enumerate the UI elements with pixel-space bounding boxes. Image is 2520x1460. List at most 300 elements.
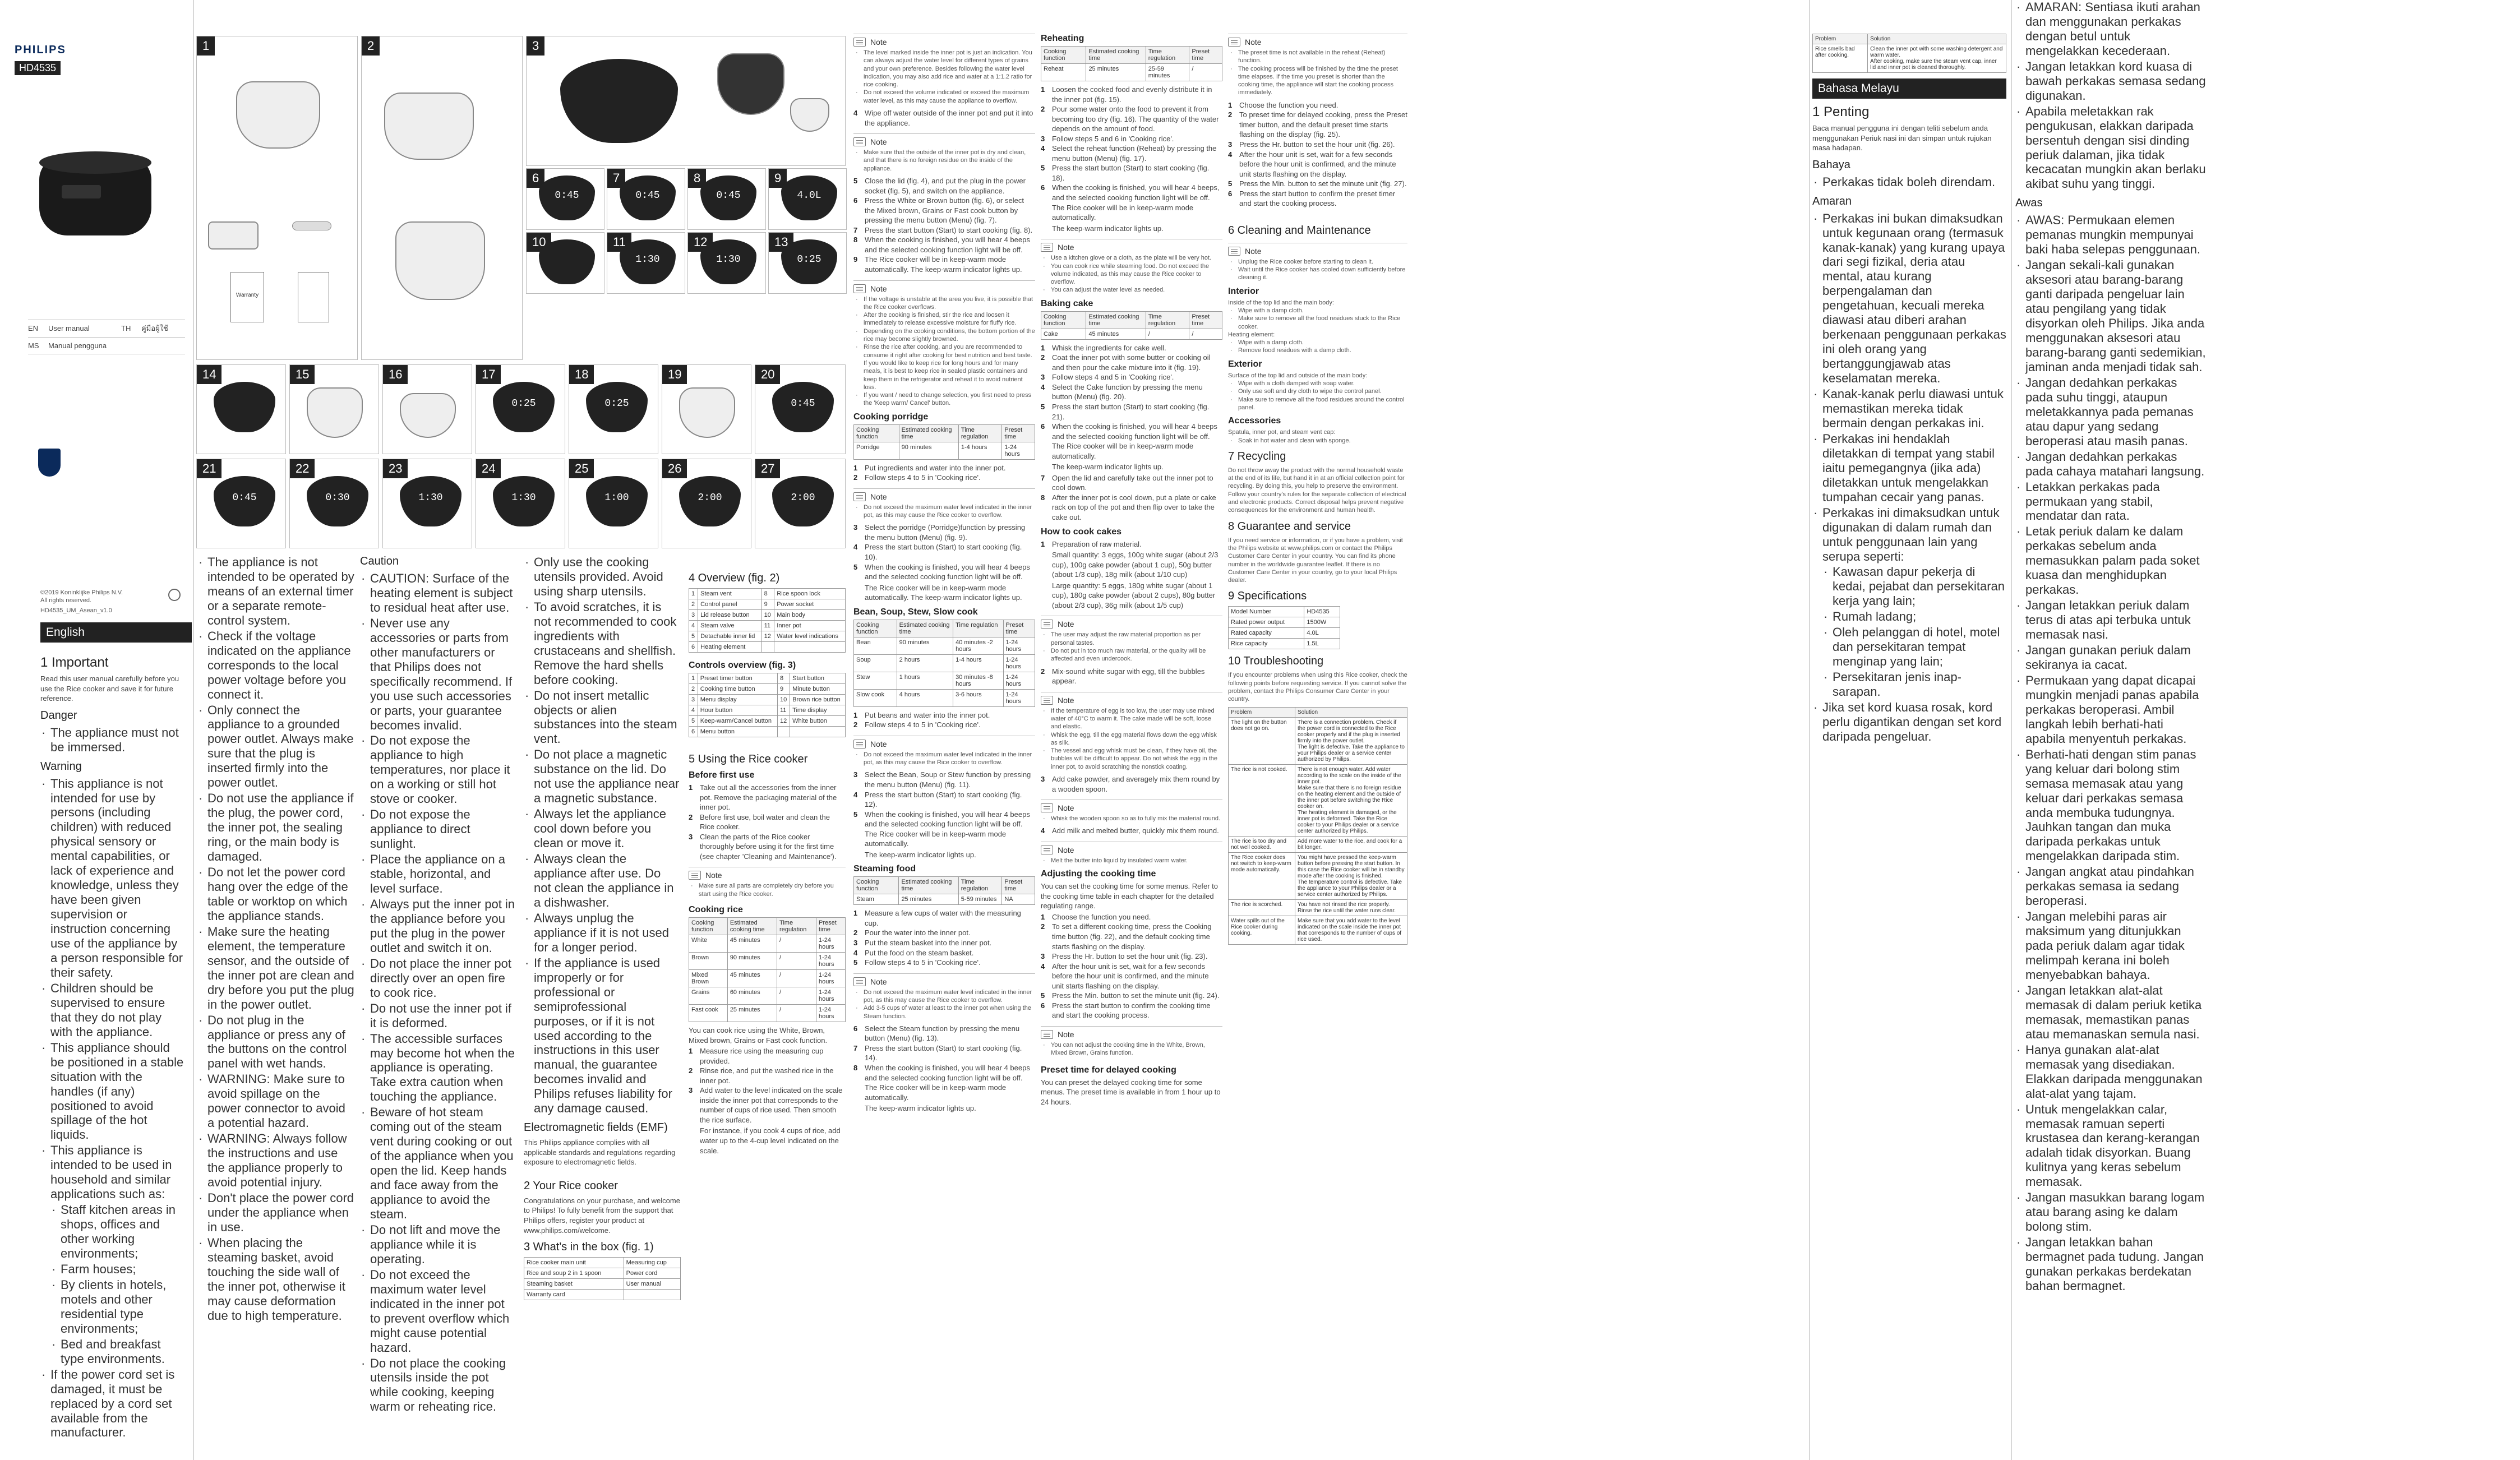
list-item: · Wait until the Rice cooker has cooled down sufficiently before cleaning it. [1228, 266, 1407, 282]
caution-item: · Do not lift and move the appliance while it is operating. [360, 1223, 517, 1267]
english-bar: English [40, 622, 192, 643]
text: 2 [1041, 353, 1045, 362]
text [853, 176, 1035, 196]
text: Pour the water into the inner pot. [865, 928, 971, 937]
table-cell: / [777, 969, 816, 987]
guarantee-heading: 8 Guarantee and service [1228, 520, 1351, 533]
precaution-item: · If the appliance is used improperly or for professional or semiprofessional purposes, or if it is not used according to the instructions in this user manual, the guarantee becomes invalid and Philips refuses liability for any damage caused. [524, 956, 681, 1116]
text: Note [1041, 845, 1222, 854]
figure-16 [382, 364, 472, 454]
table-cell [761, 642, 774, 653]
text: Select the reheat function (Reheat) by pressing the menu button (Menu) (fig. 17). [1052, 144, 1217, 163]
text [853, 988, 1035, 1020]
product-image [39, 135, 151, 247]
text: 5 [853, 958, 858, 967]
table-row [689, 631, 846, 642]
text [853, 503, 1035, 520]
table-cell: 1-24 hours [1002, 442, 1035, 459]
table-row [854, 894, 1035, 905]
text [1041, 631, 1222, 663]
text [1041, 667, 1222, 686]
text [853, 523, 1035, 602]
text: Surface of the top lid and outside of the main body: [1228, 372, 1368, 379]
text [1041, 539, 1222, 611]
figure-5 [607, 168, 685, 230]
text: 3 [853, 939, 858, 947]
list-item: · Letakkan perkakas pada permukaan yang stabil, mendatar dan rata. [2015, 480, 2206, 524]
exterior-heading: Exterior [1228, 359, 1262, 369]
text: 6 [853, 196, 858, 205]
text [1041, 402, 1222, 422]
text: Put ingredients and water into the inner pot. [865, 463, 1006, 472]
text: 4 [1041, 144, 1045, 153]
text: Add cake powder, and averagely mix them round by a wooden spoon. [1052, 775, 1220, 793]
text: 6 [853, 1024, 858, 1033]
text [524, 1258, 681, 1300]
text [1041, 774, 1222, 794]
text: 2 [1228, 110, 1233, 119]
text [620, 239, 676, 284]
list-item: · Soak in hot water and clean with sponge. [1228, 437, 1407, 445]
warning-item: · Do not plug in the appliance or press any of the buttons on the control panel with wet hands. [197, 1013, 354, 1071]
caution-item: · CAUTION: Surface of the heating element is subject to residual heat after use. [360, 571, 517, 615]
table-row [689, 599, 846, 610]
text: 6 [527, 169, 544, 188]
text [1813, 34, 2006, 73]
text [700, 239, 756, 284]
table-row [854, 424, 1035, 442]
text: 4 [853, 948, 858, 957]
table-cell: Start button [790, 673, 846, 684]
lcd-readout: 0:25 [511, 398, 536, 409]
table-cell: The rice is too dry and not well cooked. [1229, 836, 1295, 852]
table-cell: Rice spoon lock [774, 589, 846, 599]
specifications-table [1228, 606, 1340, 649]
text: 1 [689, 1047, 693, 1056]
text: Note [1228, 247, 1407, 256]
table-cell: Cooking function [1041, 311, 1086, 329]
table-cell: Cooking function [854, 620, 897, 637]
text [781, 175, 837, 220]
language-list [28, 320, 185, 354]
text: Small quantity: 3 eggs, 100g white sugar (about 2/3 cup), 100g cake powder (about 1 cup), 50g butter (about 1/3 cup), 18g milk (about 1/10 cup) [1052, 551, 1219, 579]
text: Note [1041, 243, 1222, 252]
lcd-readout: 1:30 [511, 492, 536, 503]
text [853, 938, 1035, 948]
warnings-continued-column [197, 555, 354, 1458]
text [853, 149, 1035, 173]
text [1041, 881, 1222, 1020]
text: 4 [853, 543, 858, 552]
table-cell: Bean [854, 637, 897, 654]
text [1041, 667, 1222, 686]
text [853, 1024, 1035, 1043]
text: 13 [769, 233, 793, 252]
note-icon [853, 977, 866, 986]
text [853, 542, 1035, 562]
list-item: · Berhati-hati dengan stim panas yang keluar dari bolong stim semasa memasak atau yang keluar dari perkakas semasa anda membuka tudungnya. Jauhkan tangan dan muka daripada perkakas untuk mengelakkan daripada stim. [2015, 747, 2206, 864]
list-item: · Wipe with a damp cloth. [1228, 339, 1407, 346]
text: The Rice cooker will be in keep-warm mode automatically. The keep-warm indicator lights up. [865, 255, 1022, 274]
your-cooker-heading: 2 Your Rice cooker [524, 1179, 618, 1192]
table-cell: 45 minutes [727, 935, 777, 952]
table-row [1229, 836, 1407, 852]
text: Note [1041, 620, 1222, 629]
list-item: · If the voltage is unstable at the area you live, it is possible that the Rice cooker overflows. [853, 295, 1035, 312]
text [1041, 922, 1222, 951]
list-item: · After the cooking is finished, stir the rice and loosen it immediately to release excessive moisture for fluffy rice. [853, 311, 1035, 327]
text: After the inner pot is cool down, put a plate or cake rack on top of the pot and then flip over to take the cake out. [1052, 493, 1216, 521]
lcd-readout: 2:00 [791, 492, 815, 503]
text [853, 928, 1035, 938]
table-cell: Time display [790, 705, 846, 716]
text [853, 908, 1035, 967]
text [40, 726, 186, 755]
table-cell: Rated power output [1229, 617, 1304, 628]
table-cell: Estimated cooking time [897, 620, 953, 637]
table-cell: 2 [689, 599, 698, 610]
list-item: · Hanya gunakan alat-alat memasak yang disediakan. Elakkan daripada menggunakan alat-alat yang tajam. [2015, 1043, 2206, 1101]
note-icon [853, 740, 866, 749]
table-cell: 1-24 hours [816, 987, 846, 1004]
text [1041, 85, 1222, 104]
precaution-item: · Always let the appliance cool down before you clean or move it. [524, 807, 681, 851]
text: 8 [1041, 493, 1045, 502]
text: Pour some water onto the food to prevent it from becoming too dry (fig. 16). The quantity of the water depends on the amount of food. [1052, 105, 1219, 133]
text [616, 86, 622, 97]
text [1041, 707, 1222, 771]
note-icon [1041, 845, 1053, 854]
text: 3 [689, 1086, 693, 1095]
text: When the cooking is finished, you will hear 4 beeps and the selected cooking function light will be off. [865, 562, 1030, 581]
text: To preset time for delayed cooking, press the Preset timer button, and the default preset time starts flashing on the display (fig. 25). [1239, 110, 1407, 139]
warranty-card: Warranty [230, 272, 264, 322]
table-row [1229, 607, 1340, 617]
table-cell: You might have pressed the keep-warm button before pressing the start button. In this case the Rice cooker will be in standby mode after the cooking is finished. The temperature control is defective. Take the appliance to your Philips dealer or a service center authorized by Philips. [1295, 852, 1407, 899]
text: 27 [755, 459, 780, 478]
table-cell: 1.5L [1304, 639, 1340, 649]
text [853, 1024, 1035, 1114]
text: 1 [853, 463, 858, 472]
bean-soup-table [853, 620, 1035, 707]
text: Large quantity: 5 eggs, 180g white sugar (about 1 cup), 180g cake powder (about 2 cups), 80g butter (about 2/3 cup), 36g milk (about 1/5 cup) [1052, 581, 1216, 609]
text: 8 [688, 169, 706, 188]
table-cell: / [777, 935, 816, 952]
text [1041, 163, 1222, 183]
text [1041, 912, 1222, 922]
text [524, 555, 681, 1116]
table-row [1041, 47, 1222, 64]
amaran-heading: Amaran [1812, 195, 1852, 207]
table-cell: 3 [689, 695, 698, 705]
figure-6 [687, 168, 766, 230]
warning-item: · This appliance should be positioned in a stable situation with the handles (if any) positioned to avoid spillage of the hot liquids. [40, 1041, 186, 1143]
text [689, 1025, 846, 1156]
table-cell: / [777, 1004, 816, 1022]
text: Measure a few cups of water with the measuring cup. [865, 909, 1021, 927]
text [853, 235, 1035, 255]
table-row [689, 987, 846, 1004]
table-cell: 90 minutes [727, 952, 777, 969]
problem-table [1812, 34, 2006, 73]
amaran-item: · Perkakas ini hendaklah diletakkan di tempat yang stabil iaitu pemegangnya (jika ada) diletakkan untuk mengelakkan tumpahan cecair yang panas. [1812, 432, 2006, 505]
table-cell: Model Number [1229, 607, 1304, 617]
text: 2 [853, 928, 858, 937]
text [1812, 211, 2006, 744]
table-cell [774, 642, 846, 653]
text: The keep-warm indicator lights up. [865, 850, 976, 859]
text [853, 770, 1035, 789]
figure-21 [196, 459, 286, 548]
text: Press the start button (Start) to start cooking (fig. 10). [865, 543, 1022, 562]
table-cell: Slow cook [854, 689, 897, 706]
warning-item: · This appliance is not intended for use by persons (including children) with reduced physical sensory or mental capabilities, or lack of experience and knowledge, unless they have been given supervision or instruction concerning use of the appliance by a person responsible for their safety. [40, 777, 186, 980]
figure-14 [196, 364, 286, 454]
text: Follow steps 4 to 5 in 'Cooking rice'. [865, 958, 981, 967]
figure-27 [755, 459, 846, 548]
lcd-readout: 0:45 [791, 398, 815, 409]
table-cell: Time regulation [958, 424, 1002, 442]
table-cell: 1-24 hours [816, 952, 846, 969]
figure-number: 1 [197, 36, 215, 56]
table-row [854, 689, 1035, 706]
table-cell: 40 minutes -2 hours [953, 637, 1003, 654]
table-cell: Rice and soup 2 in 1 spoon [524, 1268, 624, 1279]
text: 3 [1041, 775, 1045, 784]
text [853, 176, 1035, 274]
text: Follow steps 4 to 5 in 'Cooking rice'. [865, 720, 981, 729]
figure-11 [607, 232, 685, 294]
bahaya-heading: Bahaya [1812, 158, 1850, 171]
text: 4 [1041, 382, 1045, 391]
lcd-readout: 0:45 [716, 190, 741, 201]
overview-table [689, 588, 846, 653]
table-cell: 10 [761, 610, 774, 621]
text: 1 [1041, 85, 1045, 94]
text [853, 225, 1035, 235]
text: 5 [853, 177, 858, 186]
text [400, 393, 456, 438]
table-cell: 1-24 hours [816, 935, 846, 952]
text: 4 [853, 790, 858, 799]
lang-label: คู่มือผู้ใช้ [141, 324, 168, 332]
text: Whisk the ingredients for cake well. [1052, 343, 1166, 352]
text: 5 [1228, 179, 1233, 188]
text: Note [1041, 803, 1222, 812]
table-row [1229, 707, 1407, 717]
table-cell: Solution [1868, 34, 2006, 44]
text: 2 [689, 1066, 693, 1075]
precautions-column [524, 555, 681, 1458]
table-cell: There is a connection problem. Check if the power cord is connected to the Rice cooker properly and if the plug is inserted firmly into the power outlet. The light is defective. Take the appliance to your Philips dealer or a service center authorized by Philips. [1295, 717, 1407, 764]
lcd-readout: 1:30 [635, 253, 660, 265]
table-cell: 1 hours [897, 672, 953, 689]
table-cell: Time regulation [953, 620, 1003, 637]
text [1041, 183, 1222, 222]
text [853, 523, 1035, 542]
table-cell: 9 [761, 599, 774, 610]
cooker-illustration [384, 93, 474, 160]
text: 2 [1041, 922, 1045, 931]
table-row [689, 917, 846, 935]
table-cell: 6 [689, 727, 698, 737]
text [689, 1066, 846, 1085]
table-cell: 25 minutes [1086, 64, 1146, 81]
table-row [689, 969, 846, 987]
list-item: · Jangan dedahkan perkakas pada suhu tinggi, ataupun meletakkannya pada pemanas atau dapur yang sedang beroperasi atau masih panas. [2015, 376, 2206, 449]
table-cell: Rated capacity [1229, 628, 1304, 639]
instructions-column-1 [853, 0, 1035, 1460]
text: Press the start button to confirm the preset timer and start the cooking process. [1239, 189, 1396, 208]
text: Note [853, 977, 1035, 986]
text: 18 [569, 365, 594, 384]
text: Select the Bean, Soup or Stew function by pressing the menu button (Menu) (fig. 11). [865, 770, 1031, 789]
text [689, 673, 846, 737]
figure-1 [196, 36, 358, 360]
figure-number: 3 [527, 36, 544, 56]
list-item: · You can cook rice while steaming food. Do not exceed the volume indicated, as this may cause the Rice cooker to overflow. [1041, 262, 1222, 287]
table-cell: Steam vent [698, 589, 761, 599]
caution-item: · The accessible surfaces may become hot when the appliance is operating. Take extra caution when touching the appliance. [360, 1032, 517, 1105]
table-cell [624, 1290, 680, 1300]
text [1228, 189, 1407, 209]
text [1228, 339, 1407, 355]
text [1228, 372, 1407, 412]
controls-heading: Controls overview (fig. 3) [689, 660, 796, 670]
text [40, 777, 186, 1440]
list-item: · Jangan angkat atau pindahkan perkakas semasa ia sedang beroperasi. [2015, 865, 2206, 908]
text: 4 [1041, 962, 1045, 971]
table-cell: 60 minutes [727, 987, 777, 1004]
table-cell: / [1146, 329, 1189, 339]
text [1041, 311, 1222, 339]
text: Choose the function you need. [1239, 100, 1339, 109]
note-icon [689, 871, 701, 880]
text: 6 [1041, 422, 1045, 431]
text: Preparation of raw material. [1052, 539, 1142, 548]
amaran-item: · AMARAN: Sentiasa ikuti arahan dan menggunakan perkakas dengan betul untuk mengelakkan kecederaan. [2015, 0, 2206, 58]
text: Press the White or Brown button (fig. 6), or select the Mixed brown, Grains or Fast cook button by pressing the menu button (Menu) (fig. 7). [865, 196, 1024, 225]
text [1041, 473, 1222, 493]
text: 23 [383, 459, 408, 478]
text [853, 108, 1035, 128]
table-row [689, 935, 846, 952]
text: 19 [662, 365, 687, 384]
text [1041, 372, 1222, 382]
text [853, 720, 1035, 730]
table-row [1229, 916, 1407, 944]
warning-item: · Do not use the appliance if the plug, the power cord, the inner pot, the sealing ring, or the main body is damaged. [197, 791, 354, 864]
table-cell: Brown [689, 952, 728, 969]
control-panel-illustration [560, 59, 678, 143]
table-cell: 30 minutes -8 hours [953, 672, 1003, 689]
list-item: · Whisk the egg, till the egg material flows down the egg whisk as silk. [1041, 731, 1222, 747]
list-item: · Jangan letakkan alat-alat memasak di dalam periuk ketika memasak, memastikan panas atau memanaskan semula nasi. [2015, 983, 2206, 1042]
text [853, 473, 1035, 483]
text: Select the porridge (Porridge)function by pressing the menu button (Menu) (fig. 9). [865, 523, 1026, 542]
warning-item: · Farm houses; [50, 1262, 186, 1277]
text: The Rice cooker will be in keep-warm mode automatically. The keep-warm indicator lights up. [865, 583, 1022, 602]
lcd-readout: 0:45 [635, 190, 660, 201]
table-cell: Estimated cooking time [1086, 47, 1146, 64]
porridge-heading: Cooking porridge [853, 412, 929, 422]
table-cell: 11 [761, 621, 774, 631]
table-row [854, 877, 1035, 894]
table-row [524, 1258, 681, 1268]
amaran-item: · Kawasan dapur pekerja di kedai, pejabat dan persekitaran kerja yang lain; [1822, 565, 2006, 608]
table-cell: HD4535 [1304, 607, 1340, 617]
precaution-item: · Always clean the appliance after use. Do not clean the appliance in a dishwasher. [524, 852, 681, 910]
figure-12 [687, 232, 766, 294]
warning-item: · Staff kitchen areas in shops, offices and other working environments; [50, 1203, 186, 1261]
philips-shield-logo [38, 449, 61, 477]
text [853, 463, 1035, 473]
text [1041, 962, 1222, 991]
text: 5 [1041, 991, 1045, 1000]
text [1041, 85, 1222, 233]
list-item: · Rinse the rice after cooking, and you are recommended to consume it right after cooking for best nutrition and best taste. If you would like to keep rice for long hours and for many meals, it is best to keep rice in sealed plastic containers and keep them in the refrigerator and reheat it to avoid nutrient loss. [853, 343, 1035, 391]
table-cell: 25 minutes [899, 894, 958, 905]
table-cell: Cooking time button [698, 684, 777, 695]
text: Coat the inner pot with some butter or cooking oil and then pour the cake mixture into it (fig. 19). [1052, 353, 1211, 372]
box-table [524, 1257, 681, 1300]
awas-heading: Awas [2015, 197, 2043, 210]
text: 8 [853, 235, 858, 244]
note-box [689, 867, 846, 898]
table-cell: 1 [689, 673, 698, 684]
text [689, 832, 846, 862]
table-cell: User manual [624, 1279, 680, 1290]
amaran-item: · Persekitaran jenis inap-sarapan. [1822, 670, 2006, 699]
text [1041, 1001, 1222, 1020]
figure-19 [662, 364, 751, 454]
table-cell: Inner pot [774, 621, 846, 631]
list-item: · Make sure to remove all the food residues around the control panel. [1228, 396, 1407, 412]
text [193, 0, 194, 1460]
list-item: · Jangan dedahkan perkakas pada cahaya matahari langsung. [2015, 450, 2206, 479]
figure-20 [755, 364, 846, 454]
table-cell: Menu button [698, 727, 777, 737]
text: 5 [1041, 164, 1045, 173]
table-cell: / [777, 987, 816, 1004]
text: 4 [1041, 826, 1045, 835]
warning-item: · WARNING: Make sure to avoid spillage on the power connector to avoid a potential hazard. [197, 1072, 354, 1130]
text: 22 [290, 459, 315, 478]
text [1041, 857, 1222, 865]
text [1041, 826, 1222, 836]
spoon-illustration [292, 221, 331, 230]
cooker-lid-illustration [717, 53, 784, 115]
malay-column-2 [2015, 0, 2206, 1460]
list-item: · Letak periuk dalam ke dalam perkakas sebelum anda memasukkan palam pada soket kuasa dan menghidupkan perkakas. [2015, 524, 2206, 597]
text: 7 [853, 1043, 858, 1052]
text [853, 710, 1035, 730]
text: Inside of the top lid and the main body: [1228, 299, 1334, 306]
table-cell: 1-24 hours [1003, 637, 1035, 654]
cooker-illustration [236, 81, 320, 149]
text [539, 239, 595, 284]
text: 14 [197, 365, 221, 384]
caution-item: · Beware of hot steam coming out of the steam vent during cooking or out of the appliance when you open the lid. Keep hands and face away from the appliance to avoid the steam. [360, 1105, 517, 1222]
text: The keep-warm indicator lights up. [1052, 463, 1164, 472]
specifications-heading: 9 Specifications [1228, 590, 1307, 603]
table-cell: Cooking function [854, 877, 899, 894]
text [214, 382, 275, 432]
text [1041, 134, 1222, 144]
table-cell: Solution [1295, 707, 1407, 717]
lang-code: EN [28, 324, 39, 332]
lcd-readout: 4.0L [797, 190, 821, 201]
